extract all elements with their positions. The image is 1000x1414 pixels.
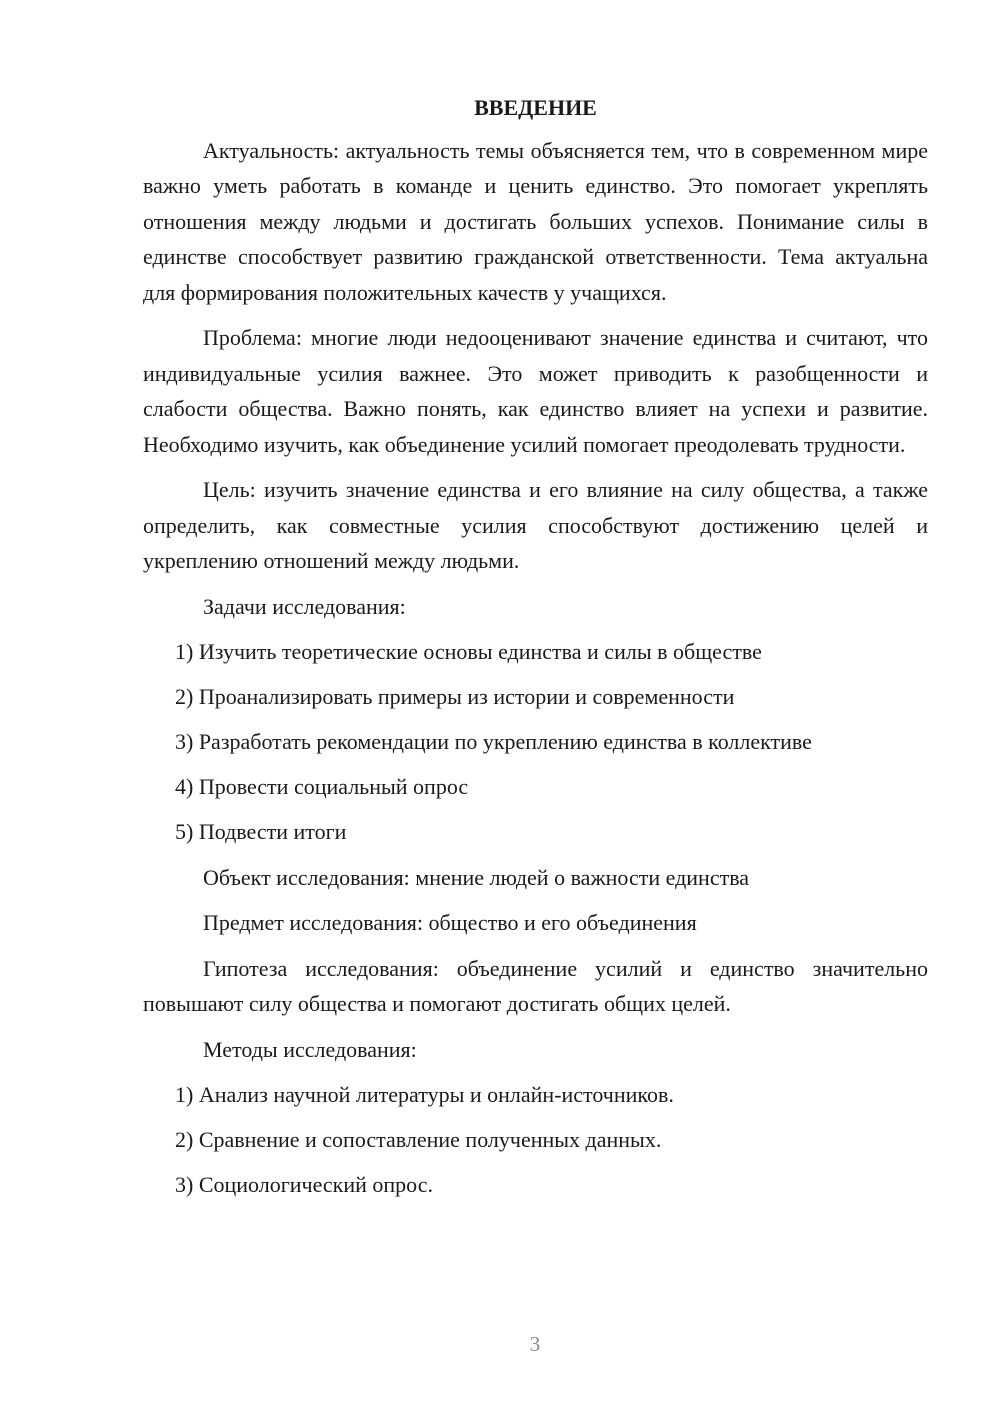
tasks-label: Задачи исследования:: [203, 593, 406, 619]
methods-label: Методы исследования:: [203, 1036, 417, 1062]
list-item: 4) Провести социальный опрос: [175, 774, 469, 799]
list-item: 3) Социологический опрос.: [175, 1172, 433, 1197]
tasks-list: [143, 634, 928, 850]
section-heading: ВВЕДЕНИЕ: [474, 95, 597, 120]
goal-paragraph: Цель: изучить значение единства и его влияние на силу общества, а также определить, как совместные усилия способствуют достижению целей и укреплению отношений между людьми.: [143, 477, 928, 573]
relevance-paragraph: Актуальность: актуальность темы объясняется тем, что в современном мире важно уметь работать в команде и ценить единство. Это помогает укреплять отношения между людьми и достигать больших успехов. Понимание силы в единстве способствует развитию гражданской ответственности. Тема актуальна для формирования положительных качеств у учащихся.: [143, 137, 928, 305]
subject-paragraph: Предмет исследования: общество и его объединения: [203, 910, 697, 935]
object-paragraph: Объект исследования: мнение людей о важности единства: [203, 864, 750, 890]
list-item: 3) Разработать рекомендации по укреплению единства в коллективе: [175, 729, 812, 754]
problem-paragraph: Проблема: многие люди недооценивают значение единства и считают, что индивидуальные усилия важнее. Это может приводить к разобщенности и слабости общества. Важно понять, как единство влияет на успехи и развитие. Необходимо изучить, как объединение усилий помогает преодолевать трудности.: [143, 325, 928, 457]
list-item: 1) Анализ научной литературы и онлайн-источников.: [175, 1082, 674, 1107]
page-number: 3: [529, 1332, 541, 1356]
methods-list: [143, 1077, 928, 1203]
list-item: 2) Проанализировать примеры из истории и современности: [175, 684, 735, 709]
document-page: [143, 90, 928, 1213]
list-item: 5) Подвести итоги: [175, 819, 347, 844]
hypothesis-paragraph: Гипотеза исследования: объединение усилий и единство значительно повышают силу общества и помогают достигать общих целей.: [143, 955, 928, 1016]
list-item: 1) Изучить теоретические основы единства и силы в обществе: [175, 639, 762, 664]
list-item: 2) Сравнение и сопоставление полученных данных.: [175, 1127, 662, 1152]
